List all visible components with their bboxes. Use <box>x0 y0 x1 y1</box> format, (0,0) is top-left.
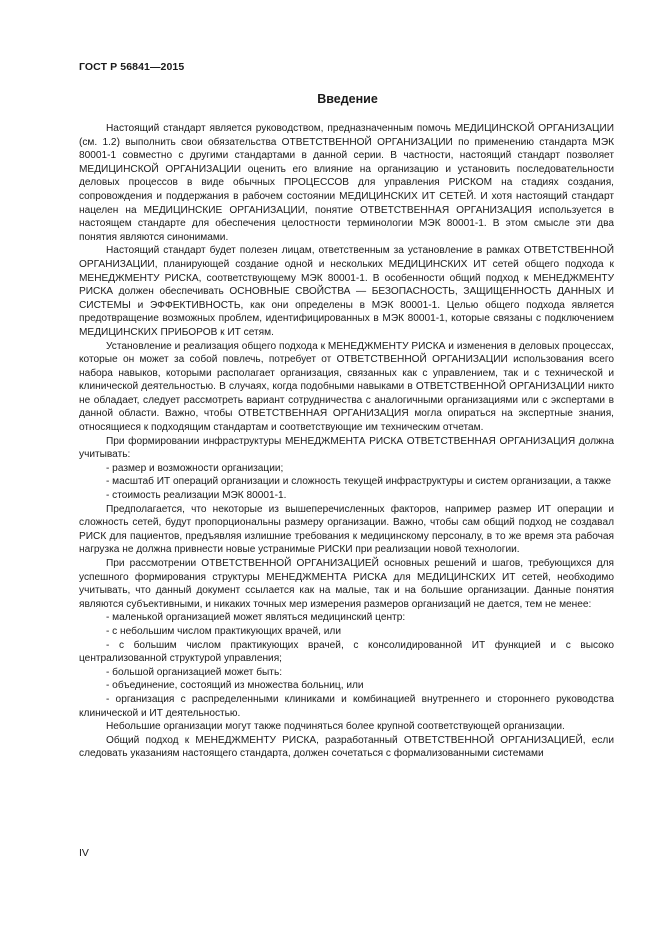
list-item: - большой организацией может быть: <box>106 666 283 678</box>
list-item: - размер и возможности организации; <box>106 462 284 474</box>
list-item: - организация с распределенными клиниками и комбинацией внутреннего и стороннего руководства клинической и ИТ деятельностью. <box>79 693 614 719</box>
document-identifier: ГОСТ Р 56841—2015 <box>79 61 185 73</box>
list-item: - объединение, состоящий из множества больниц, или <box>106 680 364 692</box>
paragraph: Небольшие организации могут также подчиняться более крупной соответствующей организации. <box>106 721 565 733</box>
paragraph: Предполагается, что некоторые из вышеперечисленных факторов, например размер ИТ операции и сложность сетей, будут пропорциональны размеру организации. Важно, чтобы сам общий подход не создавал РИСК для пациентов, предъявляя излишние требования к медицинскому персоналу, в то же время эта рабочая нагрузка не должна привнести новые устранимые РИСКИ при реализации новой технологии. <box>79 503 614 556</box>
page-number: IV <box>79 847 89 859</box>
paragraph: Настоящий стандарт будет полезен лицам, ответственным за установление в рамках ОТВЕТСТВЕННОЙ ОРГАНИЗАЦИИ, планирующей создание одной и нескольких МЕДИЦИНСКИХ ИТ сетей общего подхода к МЕНЕДЖМЕНТУ РИСКА, соответствующему МЭК 80001-1. В особенности общий подход к МЕНЕДЖМЕНТУ РИСКА должен обеспечивать ОСНОВНЫЕ СВОЙСТВА — БЕЗОПАСНОСТЬ, ЗАЩИЩЕННОСТЬ ДАННЫХ И СИСТЕМЫ и ЭФФЕКТИВНОСТЬ, как они определены в МЭК 80001-1. Целью общего подхода является предотвращение возможных проблем, идентифицированных в МЭК 80001-1, которые связаны с подключением МЕДИЦИНСКИХ ПРИБОРОВ к ИТ сетям. <box>79 245 614 338</box>
paragraph: При рассмотрении ОТВЕТСТВЕННОЙ ОРГАНИЗАЦИЕЙ основных решений и шагов, требующихся для успешного формирования структуры МЕНЕДЖМЕНТА РИСКА для МЕДИЦИНСКИХ ИТ сетей, необходимо учитывать, что данный документ ссылается как на малые, так и на большие организации. Данные понятия являются субъективными, и никаких точных мер измерения размеров организаций не дается, тем не менее: <box>79 558 614 610</box>
body-text <box>79 122 614 761</box>
list-item: - маленькой организацией может являться медицинский центр: <box>106 612 406 624</box>
paragraph: Настоящий стандарт является руководством, предназначенным помочь МЕДИЦИНСКОЙ ОРГАНИЗАЦИИ (см. 1.2) выполнить свои обязательства ОТВЕТСТВЕННОЙ ОРГАНИЗАЦИИ по применению стандарта МЭК 80001-1 совместно с другими стандартами в данной серии. В частности, настоящий стандарт позволяет МЕДИЦИНСКОЙ ОРГАНИЗАЦИИ оценить его влияние на организацию и установить последовательности деловых процессов в виде обычных ПРОЦЕССОВ для управления РИСКОМ на стадиях создания, сопровождения и поддержания в рабочем состоянии МЕДИЦИНСКИХ ИТ СЕТЕЙ. И хотя настоящий стандарт нацелен на МЕДИЦИНСКИЕ ОРГАНИЗАЦИИ, понятие ОТВЕТСТВЕННАЯ ОРГАНИЗАЦИЯ используется в настоящем стандарте для обеспечения целостности терминологии МЭК 80001-1. В этом смысле эти два понятия являются синонимами. <box>79 123 614 243</box>
paragraph: При формировании инфраструктуры МЕНЕДЖМЕНТА РИСКА ОТВЕТСТВЕННАЯ ОРГАНИЗАЦИЯ должна учитывать: <box>79 435 614 461</box>
paragraph: Общий подход к МЕНЕДЖМЕНТУ РИСКА, разработанный ОТВЕТСТВЕННОЙ ОРГАНИЗАЦИЕЙ, если следовать указаниям настоящего стандарта, должен сочетаться с формализованными системами <box>79 734 614 760</box>
section-title: Введение <box>317 92 378 106</box>
paragraph: Установление и реализация общего подхода к МЕНЕДЖМЕНТУ РИСКА и изменения в деловых процессах, которые он может за собой повлечь, потребует от ОТВЕТСТВЕННОЙ ОРГАНИЗАЦИИ использования всего набора навыков, которыми располагает организация, связанных как с управлением, так и с технической и клинической деятельностью. В случаях, когда подобными навыками в ОТВЕТСТВЕННОЙ ОРГАНИЗАЦИИ никто не обладает, следует рассмотреть вариант сотрудничества с аналогичными организациями или с экспертами в данной области. Важно, чтобы ОТВЕТСТВЕННАЯ ОРГАНИЗАЦИЯ могла опираться на экспертные знания, относящиеся к подходящим стандартам и соответствующие им техническим отчетам. <box>79 340 614 434</box>
list-item: - стоимость реализации МЭК 80001-1. <box>106 490 287 502</box>
list-item: - с небольшим числом практикующих врачей, или <box>106 625 342 637</box>
list-item: - с большим числом практикующих врачей, с консолидированной ИТ функцией и с высоко централизованной структурой управления; <box>79 639 614 665</box>
list-item: - масштаб ИТ операций организации и сложность текущей инфраструктуры и систем организации, а также <box>106 476 611 488</box>
